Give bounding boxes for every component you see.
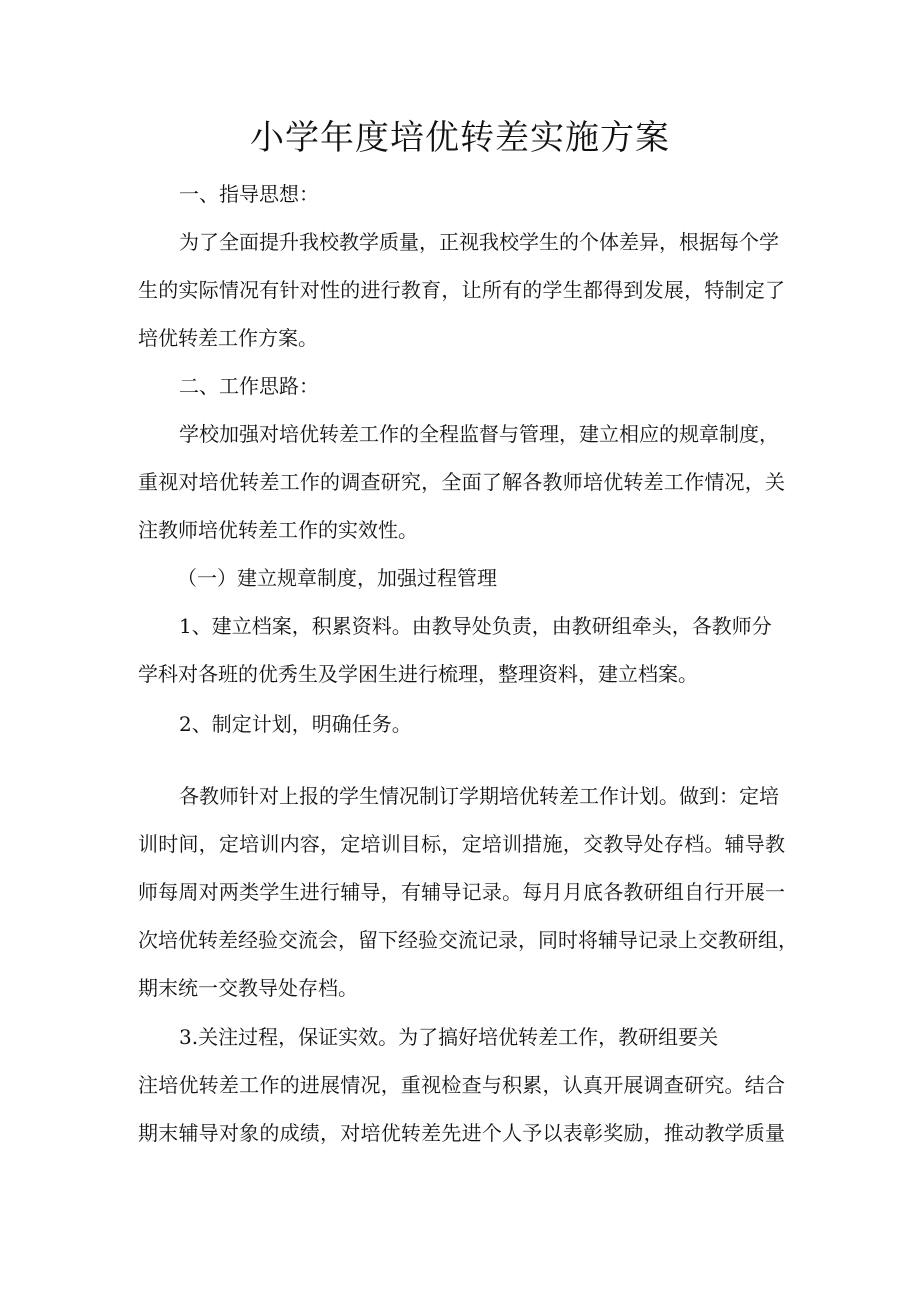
paragraph-line: 3.关注过程，保证实效。为了搞好培优转差工作，教研组要关 xyxy=(179,1025,719,1049)
paragraph-line: 为了全面提升我校教学质量，正视我校学生的个体差异，根据每个学 xyxy=(179,230,779,254)
paragraph-line: 注培优转差工作的进展情况，重视检查与积累，认真开展调查研究。结合 xyxy=(138,1073,785,1097)
paragraph-line: 各教师针对上报的学生情况制订学期培优转差工作计划。做到：定培 xyxy=(179,784,779,808)
paragraph-line: 培优转差工作方案。 xyxy=(138,326,318,350)
paragraph-line: 期末辅导对象的成绩，对培优转差先进个人予以表彰奖励，推动教学质量 xyxy=(138,1121,785,1145)
paragraph-line: 师每周对两类学生进行辅导，有辅导记录。每月月底各教研组自行开展一 xyxy=(138,880,785,904)
paragraph-line: 生的实际情况有针对性的进行教育，让所有的学生都得到发展，特制定了 xyxy=(138,278,785,302)
document-title: 小学年度培优转差实施方案 xyxy=(250,118,670,158)
section-heading-work-approach: 二、工作思路： xyxy=(179,374,319,398)
paragraph-line: 次培优转差经验交流会，留下经验交流记录，同时将辅导记录上交教研组， xyxy=(138,928,798,952)
paragraph-line: 学科对各班的优秀生及学困生进行梳理，整理资料，建立档案。 xyxy=(138,662,698,686)
paragraph-line: 训时间，定培训内容，定培训目标，定培训措施，交教导处存档。辅导教 xyxy=(138,832,785,856)
paragraph-line: 期末统一交教导处存档。 xyxy=(138,976,358,1000)
paragraph-line: 1、建立档案，积累资料。由教导处负责，由教研组牵头，各教师分 xyxy=(179,614,772,638)
section-heading-guiding-ideology: 一、指导思想： xyxy=(179,182,319,206)
paragraph-line: 学校加强对培优转差工作的全程监督与管理，建立相应的规章制度， xyxy=(179,422,779,446)
list-item-heading: 2、制定计划，明确任务。 xyxy=(179,712,412,736)
paragraph-line: 注教师培优转差工作的实效性。 xyxy=(138,518,418,542)
paragraph-line: 重视对培优转差工作的调查研究，全面了解各教师培优转差工作情况，关 xyxy=(138,470,785,494)
subsection-heading: （一）建立规章制度，加强过程管理 xyxy=(177,566,497,590)
